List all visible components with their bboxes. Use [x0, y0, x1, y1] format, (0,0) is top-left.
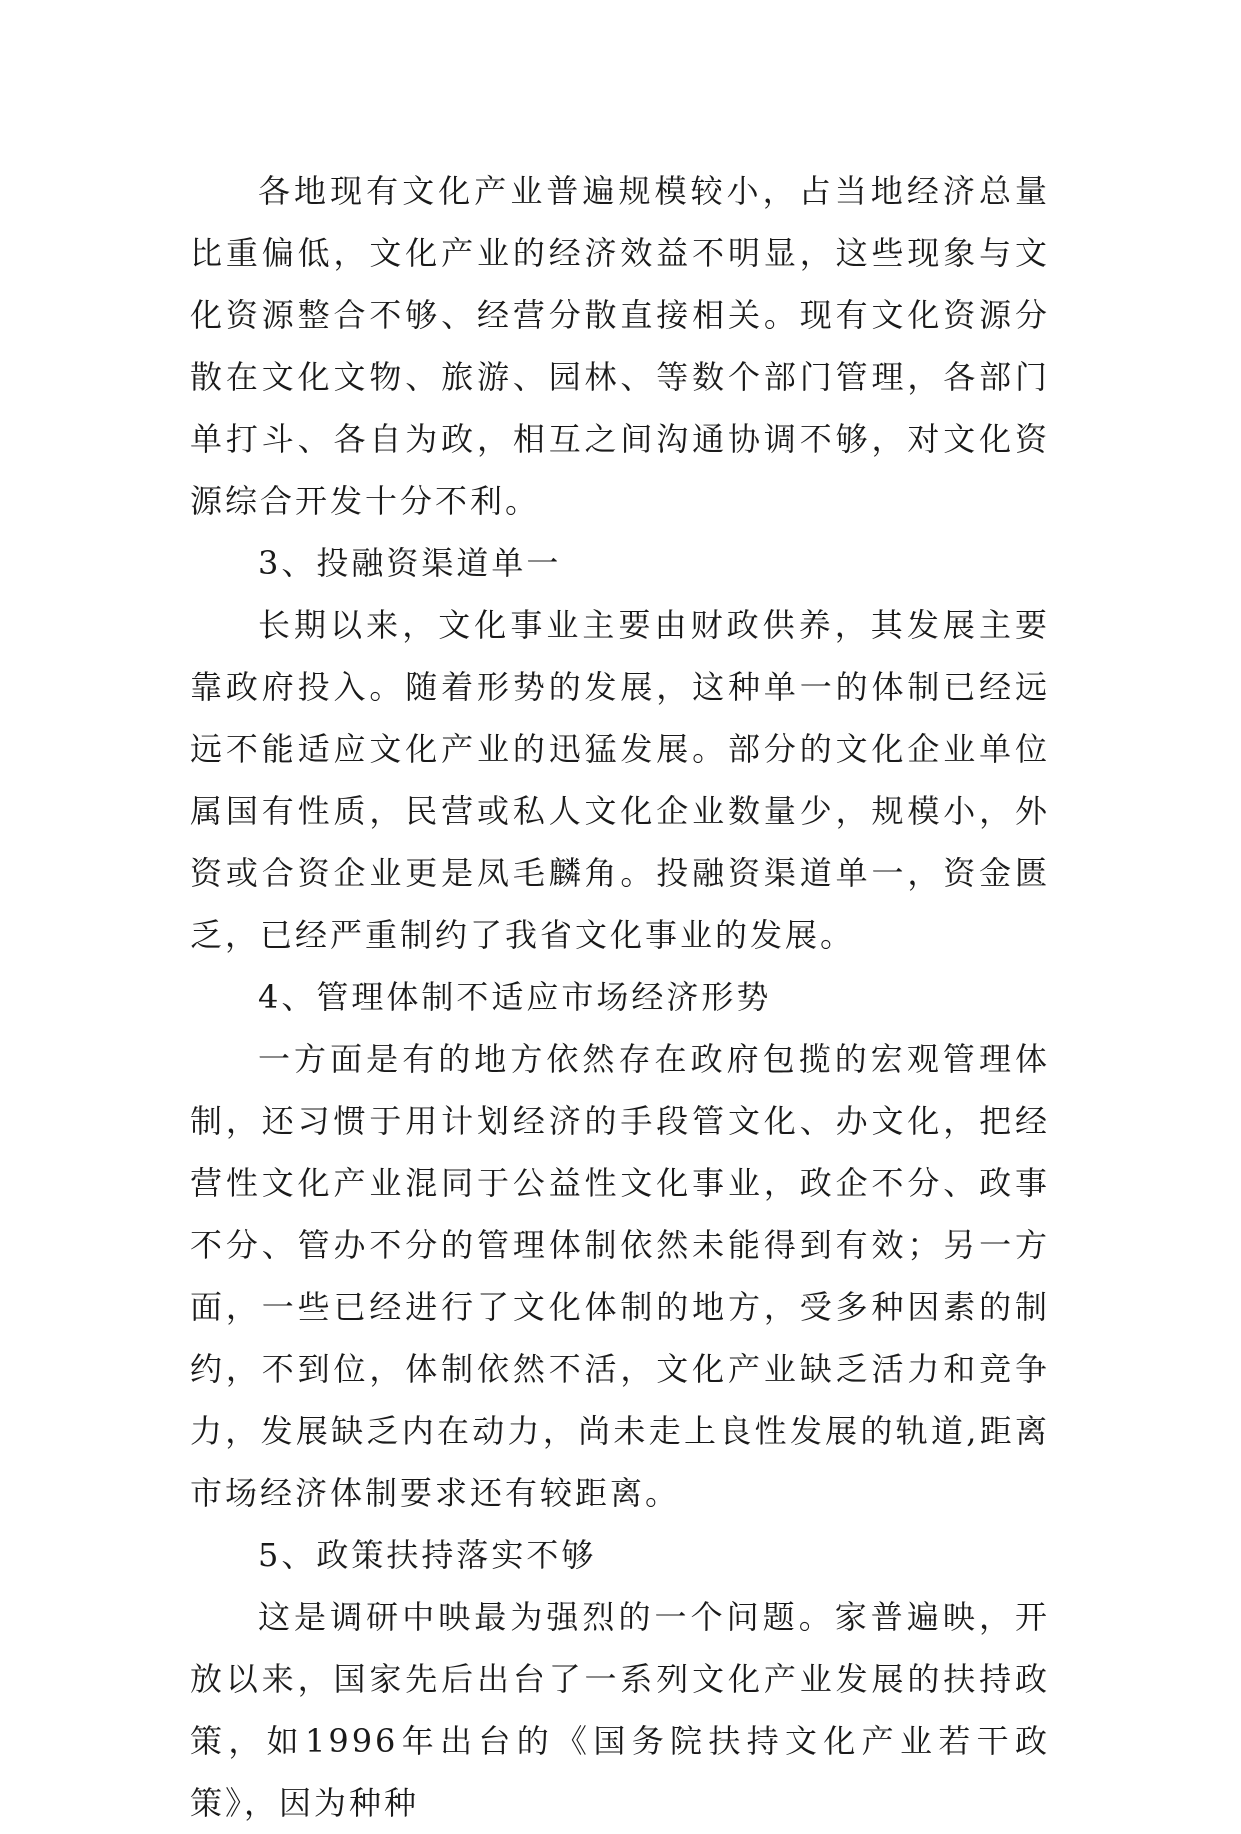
paragraph-financing-channels: 长期以来，文化事业主要由财政供养，其发展主要靠政府投入。随着形势的发展，这种单一的体制已经远远不能适应文化产业的迅猛发展。部分的文化企业单位属国有性质，民营或私人文化企业数量少，规模小，外资或合资企业更是凤毛麟角。投融资渠道单一，资金匮乏，已经严重制约了我省文化事业的发展。: [190, 606, 1050, 954]
paragraph-policy-support: 这是调研中映最为强烈的一个问题。家普遍映，开放以来，国家先后出台了一系列文化产业发展的扶持政策，如1996年出台的《国务院扶持文化产业若干政策》，因为种种: [190, 1598, 1050, 1822]
document-body: [190, 160, 1050, 1834]
section-heading-management-system: 4、管理体制不适应市场经济形势: [258, 978, 772, 1016]
paragraph-resource-integration: 各地现有文化产业普遍规模较小，占当地经济总量比重偏低，文化产业的经济效益不明显，这些现象与文化资源整合不够、经营分散直接相关。现有文化资源分散在文化文物、旅游、园林、等数个部门管理，各部门单打斗、各自为政，相互之间沟通协调不够，对文化资源综合开发十分不利。: [190, 172, 1050, 520]
paragraph-management-system: 一方面是有的地方依然存在政府包揽的宏观管理体制，还习惯于用计划经济的手段管文化、办文化，把经营性文化产业混同于公益性文化事业，政企不分、政事不分、管办不分的管理体制依然未能得到有效；另一方面，一些已经进行了文化体制的地方，受多种因素的制约，不到位，体制依然不活，文化产业缺乏活力和竞争力，发展缺乏内在动力，尚未走上良性发展的轨道,距离市场经济体制要求还有较距离。: [190, 1040, 1050, 1512]
section-heading-policy-support: 5、政策扶持落实不够: [258, 1536, 597, 1574]
section-heading-financing: 3、投融资渠道单一: [258, 544, 562, 582]
